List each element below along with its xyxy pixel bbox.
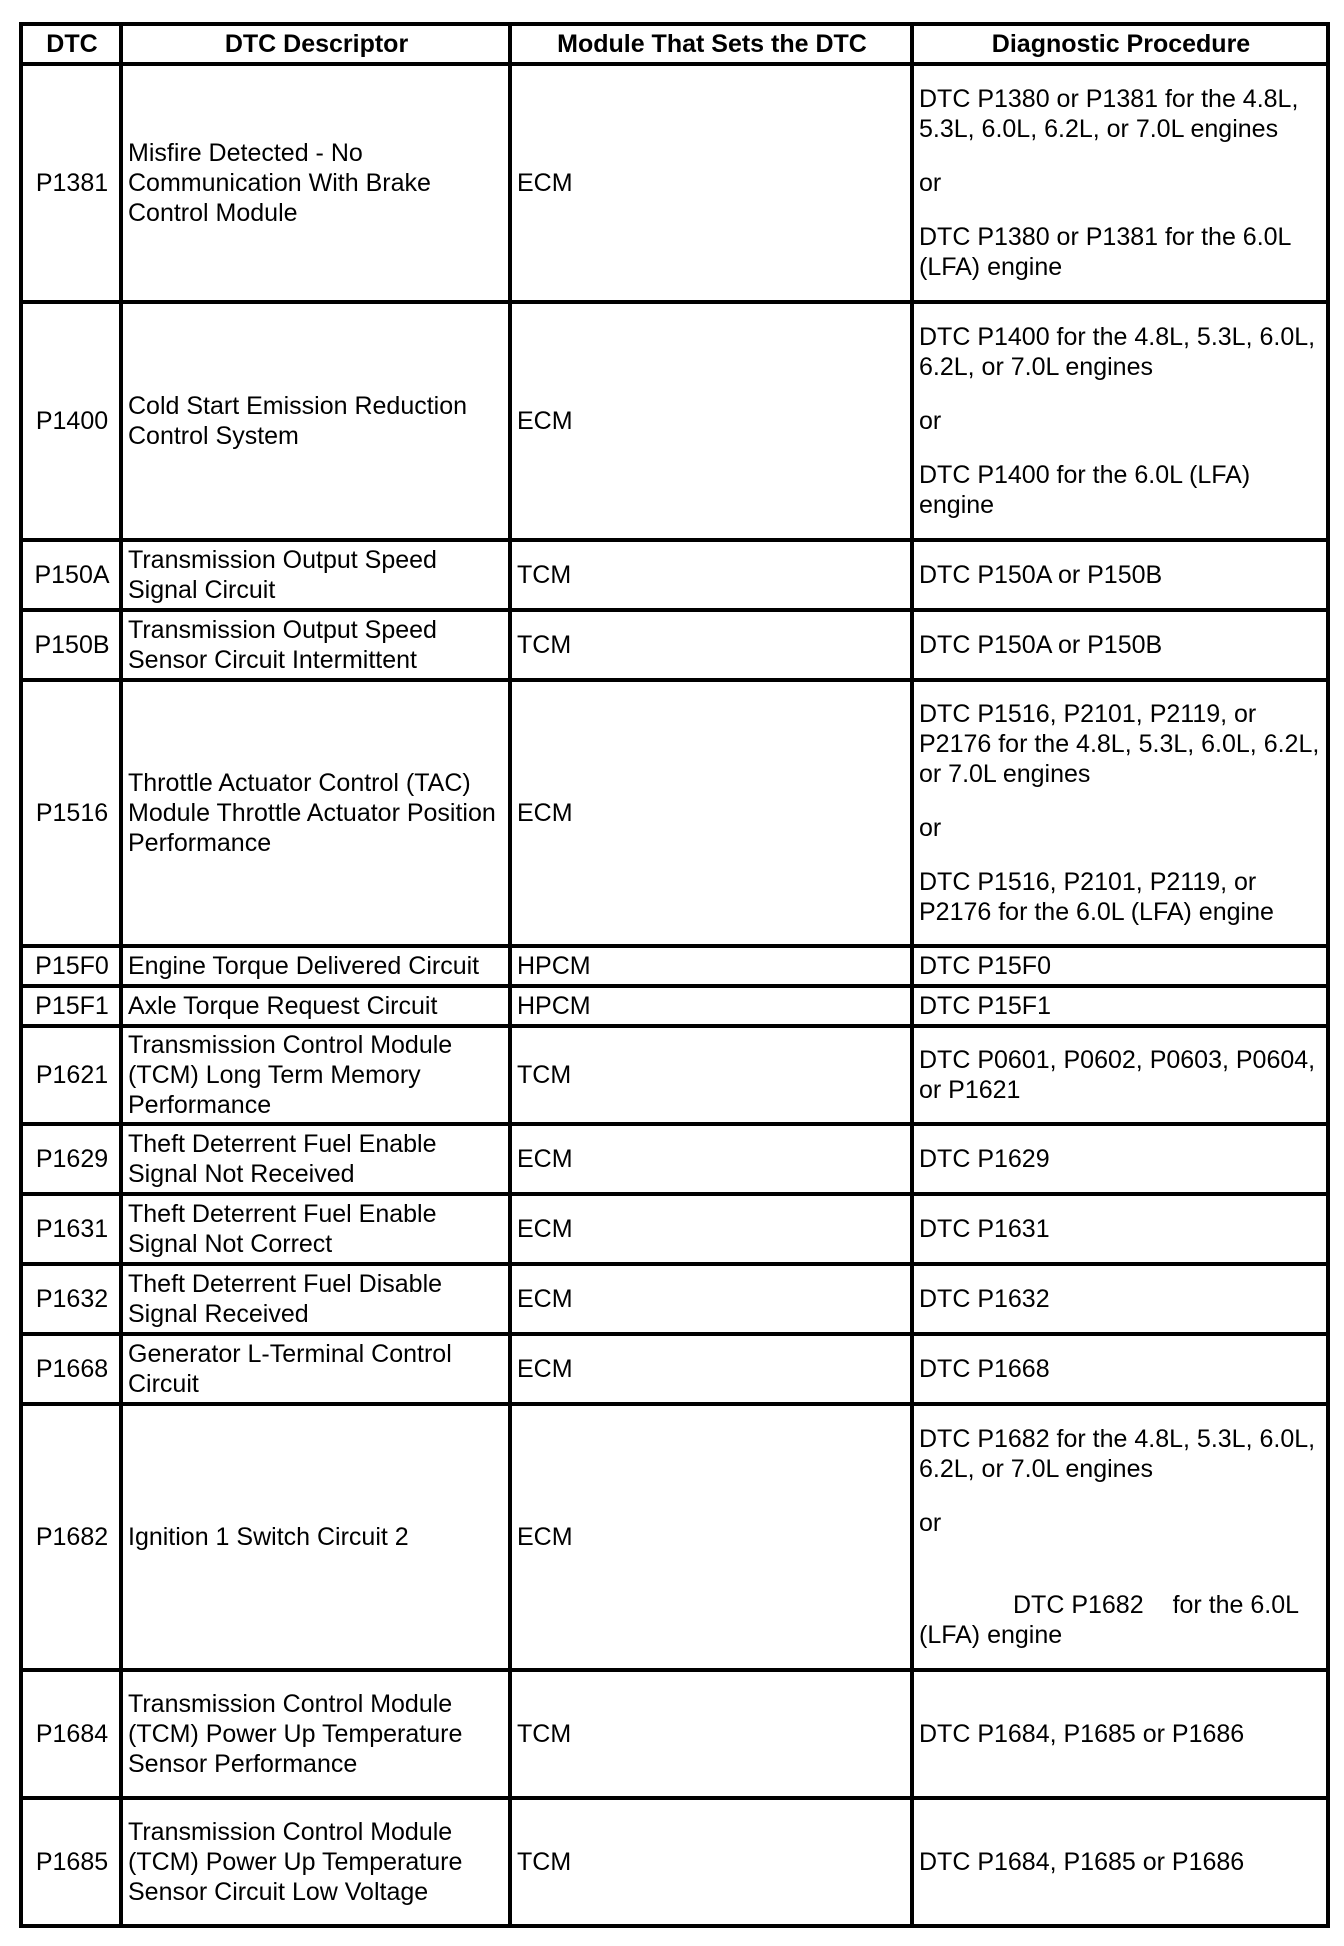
table-row [21,64,1328,302]
dtc-descriptor: Theft Deterrent Fuel Enable Signal Not Correct [121,1194,510,1264]
module-name: TCM [510,1670,912,1798]
dtc-code: P150B [21,610,121,680]
diagnostic-procedure-link[interactable]: DTC P0601, P0602, P0603, P0604, or P1621 [912,1026,1328,1124]
table-row [21,1124,1328,1194]
procedure-link[interactable]: DTC P1380 or P1381 for the 4.8L, 5.3L, 6.0L, 6.2L, or 7.0L engines [919,85,1299,143]
dtc-descriptor: Transmission Control Module (TCM) Long Term Memory Performance [121,1026,510,1124]
header-diagnostic-procedure: Diagnostic Procedure [912,24,1328,64]
table-row [21,1026,1328,1124]
table-row [21,540,1328,610]
dtc-descriptor: Transmission Control Module (TCM) Power Up Temperature Sensor Performance [121,1670,510,1798]
procedure-link-part: for the 6.0L [1172,1591,1300,1619]
header-dtc: DTC [21,24,121,64]
table-row [21,1194,1328,1264]
procedure-link[interactable]: DTC P1400 for the 4.8L, 5.3L, 6.0L, 6.2L, or 7.0L engines [919,323,1316,381]
dtc-code: P1381 [21,64,121,302]
diagnostic-procedure-link[interactable]: DTC P150A or P150B [912,540,1328,610]
diagnostic-procedure [912,1404,1328,1670]
module-name: ECM [510,1404,912,1670]
table-row [21,302,1328,540]
module-name: TCM [510,610,912,680]
dtc-descriptor: Engine Torque Delivered Circuit [121,946,510,986]
dtc-descriptor: Generator L-Terminal Control Circuit [121,1334,510,1404]
procedure-or: or [919,814,942,842]
dtc-code: P15F0 [21,946,121,986]
module-name: ECM [510,1124,912,1194]
table-row [21,680,1328,946]
dtc-code: P1631 [21,1194,121,1264]
diagnostic-procedure-link[interactable]: DTC P1631 [912,1194,1328,1264]
dtc-descriptor: Misfire Detected - No Communication With Brake Control Module [121,64,510,302]
module-name: TCM [510,1026,912,1124]
diagnostic-procedure-link[interactable]: DTC P1684, P1685 or P1686 [912,1670,1328,1798]
module-name: ECM [510,1264,912,1334]
procedure-link-split[interactable] [919,1590,1323,1620]
module-name: ECM [510,1334,912,1404]
dtc-code: P150A [21,540,121,610]
procedure-link[interactable]: DTC P1380 or P1381 for the 6.0L (LFA) engine [919,223,1291,281]
procedure-or: or [919,407,942,435]
dtc-descriptor: Transmission Control Module (TCM) Power Up Temperature Sensor Circuit Low Voltage [121,1798,510,1926]
dtc-code: P1685 [21,1798,121,1926]
dtc-descriptor: Transmission Output Speed Sensor Circuit Intermittent [121,610,510,680]
diagnostic-procedure-link[interactable]: DTC P150A or P150B [912,610,1328,680]
module-name: TCM [510,1798,912,1926]
procedure-or: or [919,169,942,197]
diagnostic-procedure-link[interactable]: DTC P1668 [912,1334,1328,1404]
table-row [21,1334,1328,1404]
dtc-table [19,22,1330,1928]
dtc-descriptor: Theft Deterrent Fuel Disable Signal Received [121,1264,510,1334]
diagnostic-procedure [912,302,1328,540]
module-name: ECM [510,302,912,540]
dtc-code: P1682 [21,1404,121,1670]
diagnostic-procedure [912,680,1328,946]
module-name: TCM [510,540,912,610]
dtc-code: P15F1 [21,986,121,1026]
header-module: Module That Sets the DTC [510,24,912,64]
procedure-or: or [919,1509,942,1537]
dtc-descriptor: Ignition 1 Switch Circuit 2 [121,1404,510,1670]
diagnostic-procedure-link[interactable]: DTC P15F1 [912,986,1328,1026]
diagnostic-procedure-link[interactable]: DTC P1629 [912,1124,1328,1194]
table-row [21,1798,1328,1926]
procedure-link-part[interactable]: (LFA) engine [919,1621,1063,1649]
module-name: HPCM [510,986,912,1026]
procedure-link-part: DTC P1682 [1013,1591,1144,1619]
procedure-link[interactable]: DTC P1516, P2101, P2119, or P2176 for the 6.0L (LFA) engine [919,868,1274,926]
dtc-descriptor: Axle Torque Request Circuit [121,986,510,1026]
dtc-code: P1632 [21,1264,121,1334]
dtc-descriptor: Cold Start Emission Reduction Control System [121,302,510,540]
module-name: ECM [510,680,912,946]
header-dtc-descriptor: DTC Descriptor [121,24,510,64]
table-row [21,986,1328,1026]
procedure-link[interactable]: DTC P1682 for the 4.8L, 5.3L, 6.0L, 6.2L, or 7.0L engines [919,1425,1316,1483]
table-row [21,1670,1328,1798]
dtc-code: P1516 [21,680,121,946]
table-row [21,946,1328,986]
procedure-link[interactable]: DTC P1400 for the 6.0L (LFA) engine [919,461,1251,519]
table-row [21,1264,1328,1334]
module-name: ECM [510,1194,912,1264]
dtc-descriptor: Throttle Actuator Control (TAC) Module Throttle Actuator Position Performance [121,680,510,946]
dtc-code: P1629 [21,1124,121,1194]
table-row [21,610,1328,680]
dtc-code: P1668 [21,1334,121,1404]
table-header-row [21,24,1328,64]
dtc-code: P1621 [21,1026,121,1124]
diagnostic-procedure-link[interactable]: DTC P1632 [912,1264,1328,1334]
diagnostic-procedure-link[interactable]: DTC P15F0 [912,946,1328,986]
dtc-code: P1400 [21,302,121,540]
dtc-code: P1684 [21,1670,121,1798]
dtc-descriptor: Theft Deterrent Fuel Enable Signal Not Received [121,1124,510,1194]
procedure-link[interactable]: DTC P1516, P2101, P2119, or P2176 for the 4.8L, 5.3L, 6.0L, 6.2L, or 7.0L engines [919,700,1320,788]
diagnostic-procedure [912,64,1328,302]
module-name: ECM [510,64,912,302]
table-row [21,1404,1328,1670]
diagnostic-procedure-link[interactable]: DTC P1684, P1685 or P1686 [912,1798,1328,1926]
module-name: HPCM [510,946,912,986]
dtc-descriptor: Transmission Output Speed Signal Circuit [121,540,510,610]
